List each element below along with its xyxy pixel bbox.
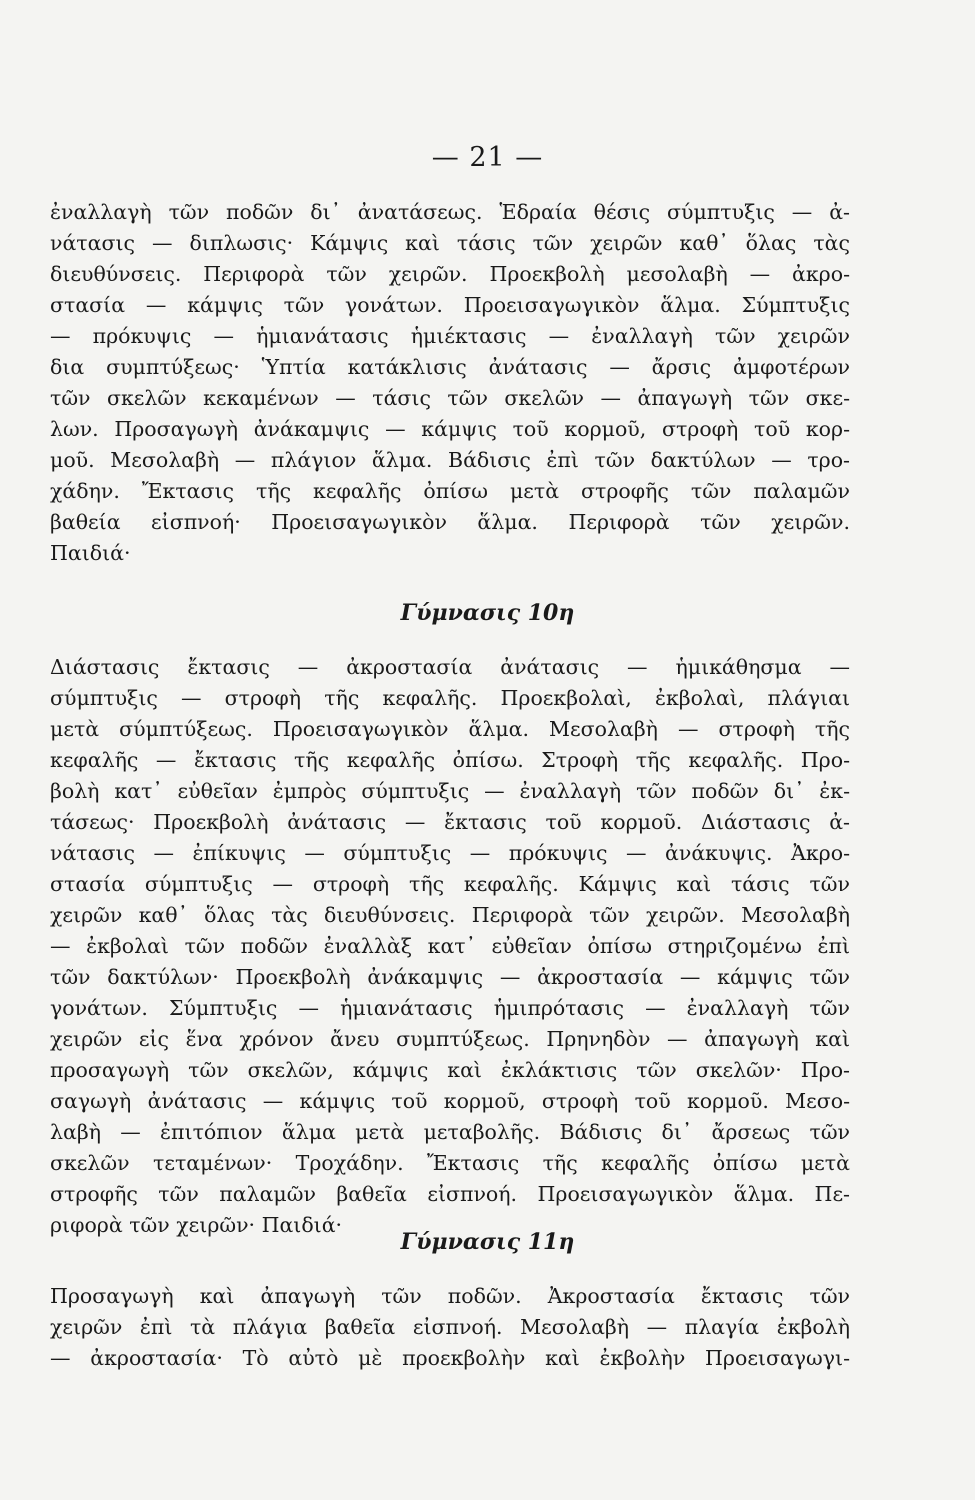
text-line: Διάστασις ἔκτασις — ἀκροστασία ἀνάτασις — ἡμικάθησμα — xyxy=(50,655,850,679)
text-line: σαγωγὴ ἀνάτασις — κάμψις τοῦ κορμοῦ, στροφὴ τοῦ κορμοῦ. Μεσο- xyxy=(50,1089,850,1113)
text-line: τάσεως· Προεκβολὴ ἀνάτασις — ἔκτασις τοῦ κορμοῦ. Διάστασις ἀ- xyxy=(50,810,850,834)
text-line: στασία σύμπτυξις — στροφὴ τῆς κεφαλῆς. Κάμψις καὶ τάσις τῶν xyxy=(50,872,850,896)
section-heading-10: Γύμνασις 10η xyxy=(400,600,575,626)
text-line: στασία — κάμψις τῶν γονάτων. Προεισαγωγικὸν ἅλμα. Σύμπτυξις xyxy=(50,293,850,317)
text-line: ριφορὰ τῶν χειρῶν· Παιδιά· xyxy=(50,1213,343,1237)
text-line: τῶν δακτύλων· Προεκβολὴ ἀνάκαμψις — ἀκροστασία — κάμψις τῶν xyxy=(50,965,850,989)
text-line: κεφαλῆς — ἔκτασις τῆς κεφαλῆς ὀπίσω. Στροφὴ τῆς κεφαλῆς. Προ- xyxy=(50,748,850,772)
text-line: γονάτων. Σύμπτυξις — ἡμιανάτασις ἡμιπρότασις — ἐναλλαγὴ τῶν xyxy=(50,996,850,1020)
text-line: χάδην. Ἔκτασις τῆς κεφαλῆς ὀπίσω μετὰ στροφῆς τῶν παλαμῶν xyxy=(50,479,850,503)
text-line: νάτασις — ἐπίκυψις — σύμπτυξις — πρόκυψις — ἀνάκυψις. Ἀκρο- xyxy=(50,841,850,865)
text-line: διευθύνσεις. Περιφορὰ τῶν χειρῶν. Προεκβολὴ μεσολαβὴ — ἀκρο- xyxy=(50,262,850,286)
text-line: λαβὴ — ἐπιτόπιον ἅλμα μετὰ μεταβολῆς. Βάδισις δι᾽ ἄρσεως τῶν xyxy=(50,1120,850,1144)
text-line: — ἀκροστασία· Τὸ αὐτὸ μὲ προεκβολὴν καὶ ἐκβολὴν Προεισαγωγι- xyxy=(50,1346,850,1370)
text-line: βολὴ κατ᾽ εὐθεῖαν ἐμπρὸς σύμπτυξις — ἐναλλαγὴ τῶν ποδῶν δι᾽ ἐκ- xyxy=(50,779,850,803)
text-line: νάτασις — διπλωσις· Κάμψις καὶ τάσις τῶν χειρῶν καθ᾽ ὅλας τὰς xyxy=(50,231,850,255)
text-line: σύμπτυξις — στροφὴ τῆς κεφαλῆς. Προεκβολαὶ, ἐκβολαὶ, πλάγιαι xyxy=(50,686,850,710)
text-line: Προσαγωγὴ καὶ ἀπαγωγὴ τῶν ποδῶν. Ἀκροστασία ἔκτασις τῶν xyxy=(50,1284,850,1308)
text-line: δια συμπτύξεως· Ὑπτία κατάκλισις ἀνάτασις — ἄρσις ἀμφοτέρων xyxy=(50,355,850,379)
text-line: στροφῆς τῶν παλαμῶν βαθεῖα εἰσπνοή. Προεισαγωγικὸν ἅλμα. Πε- xyxy=(50,1182,850,1206)
paragraph-section-11 xyxy=(50,1281,850,1374)
text-line: χειρῶν ἐπὶ τὰ πλάγια βαθεῖα εἰσπνοή. Μεσολαβὴ — πλαγία ἐκβολὴ xyxy=(50,1315,850,1339)
text-line: βαθεία εἰσπνοή· Προεισαγωγικὸν ἅλμα. Περιφορὰ τῶν χειρῶν. xyxy=(50,510,850,534)
text-line: μετὰ σύμπτύξεως. Προεισαγωγικὸν ἅλμα. Μεσολαβὴ — στροφὴ τῆς xyxy=(50,717,850,741)
section-heading-11: Γύμνασις 11η xyxy=(400,1229,575,1255)
text-line: χειρῶν εἰς ἕνα χρόνον ἄνευ συμπτύξεως. Πρηνηδὸν — ἀπαγωγὴ καὶ xyxy=(50,1027,850,1051)
text-line: λων. Προσαγωγὴ ἀνάκαμψις — κάμψις τοῦ κορμοῦ, στροφὴ τοῦ κορ- xyxy=(50,417,850,441)
text-line: Παιδιά· xyxy=(50,541,131,565)
text-line: — πρόκυψις — ἡμιανάτασις ἡμιέκτασις — ἐναλλαγὴ τῶν χειρῶν xyxy=(50,324,850,348)
text-line: — ἐκβολαὶ τῶν ποδῶν ἐναλλὰξ κατ᾽ εὐθεῖαν ὀπίσω στηριζομένω ἐπὶ xyxy=(50,934,850,958)
text-line: ἐναλλαγὴ τῶν ποδῶν δι᾽ ἀνατάσεως. Ἑδραία θέσις σύμπτυξις — ἀ- xyxy=(50,200,850,224)
paragraph-section-10 xyxy=(50,652,850,1241)
paragraph-intro xyxy=(50,197,850,569)
text-line: προσαγωγὴ τῶν σκελῶν, κάμψις καὶ ἐκλάκτισις τῶν σκελῶν· Προ- xyxy=(50,1058,850,1082)
page-number: — 21 — xyxy=(431,142,544,173)
text-line: χειρῶν καθ᾽ ὅλας τὰς διευθύνσεις. Περιφορὰ τῶν χειρῶν. Μεσολαβὴ xyxy=(50,903,850,927)
text-line: τῶν σκελῶν κεκαμένων — τάσις τῶν σκελῶν — ἀπαγωγὴ τῶν σκε- xyxy=(50,386,850,410)
text-line: σκελῶν τεταμένων· Τροχάδην. Ἔκτασις τῆς κεφαλῆς ὀπίσω μετὰ xyxy=(50,1151,850,1175)
text-line: μοῦ. Μεσολαβὴ — πλάγιον ἅλμα. Βάδισις ἐπὶ τῶν δακτύλων — τρο- xyxy=(50,448,850,472)
